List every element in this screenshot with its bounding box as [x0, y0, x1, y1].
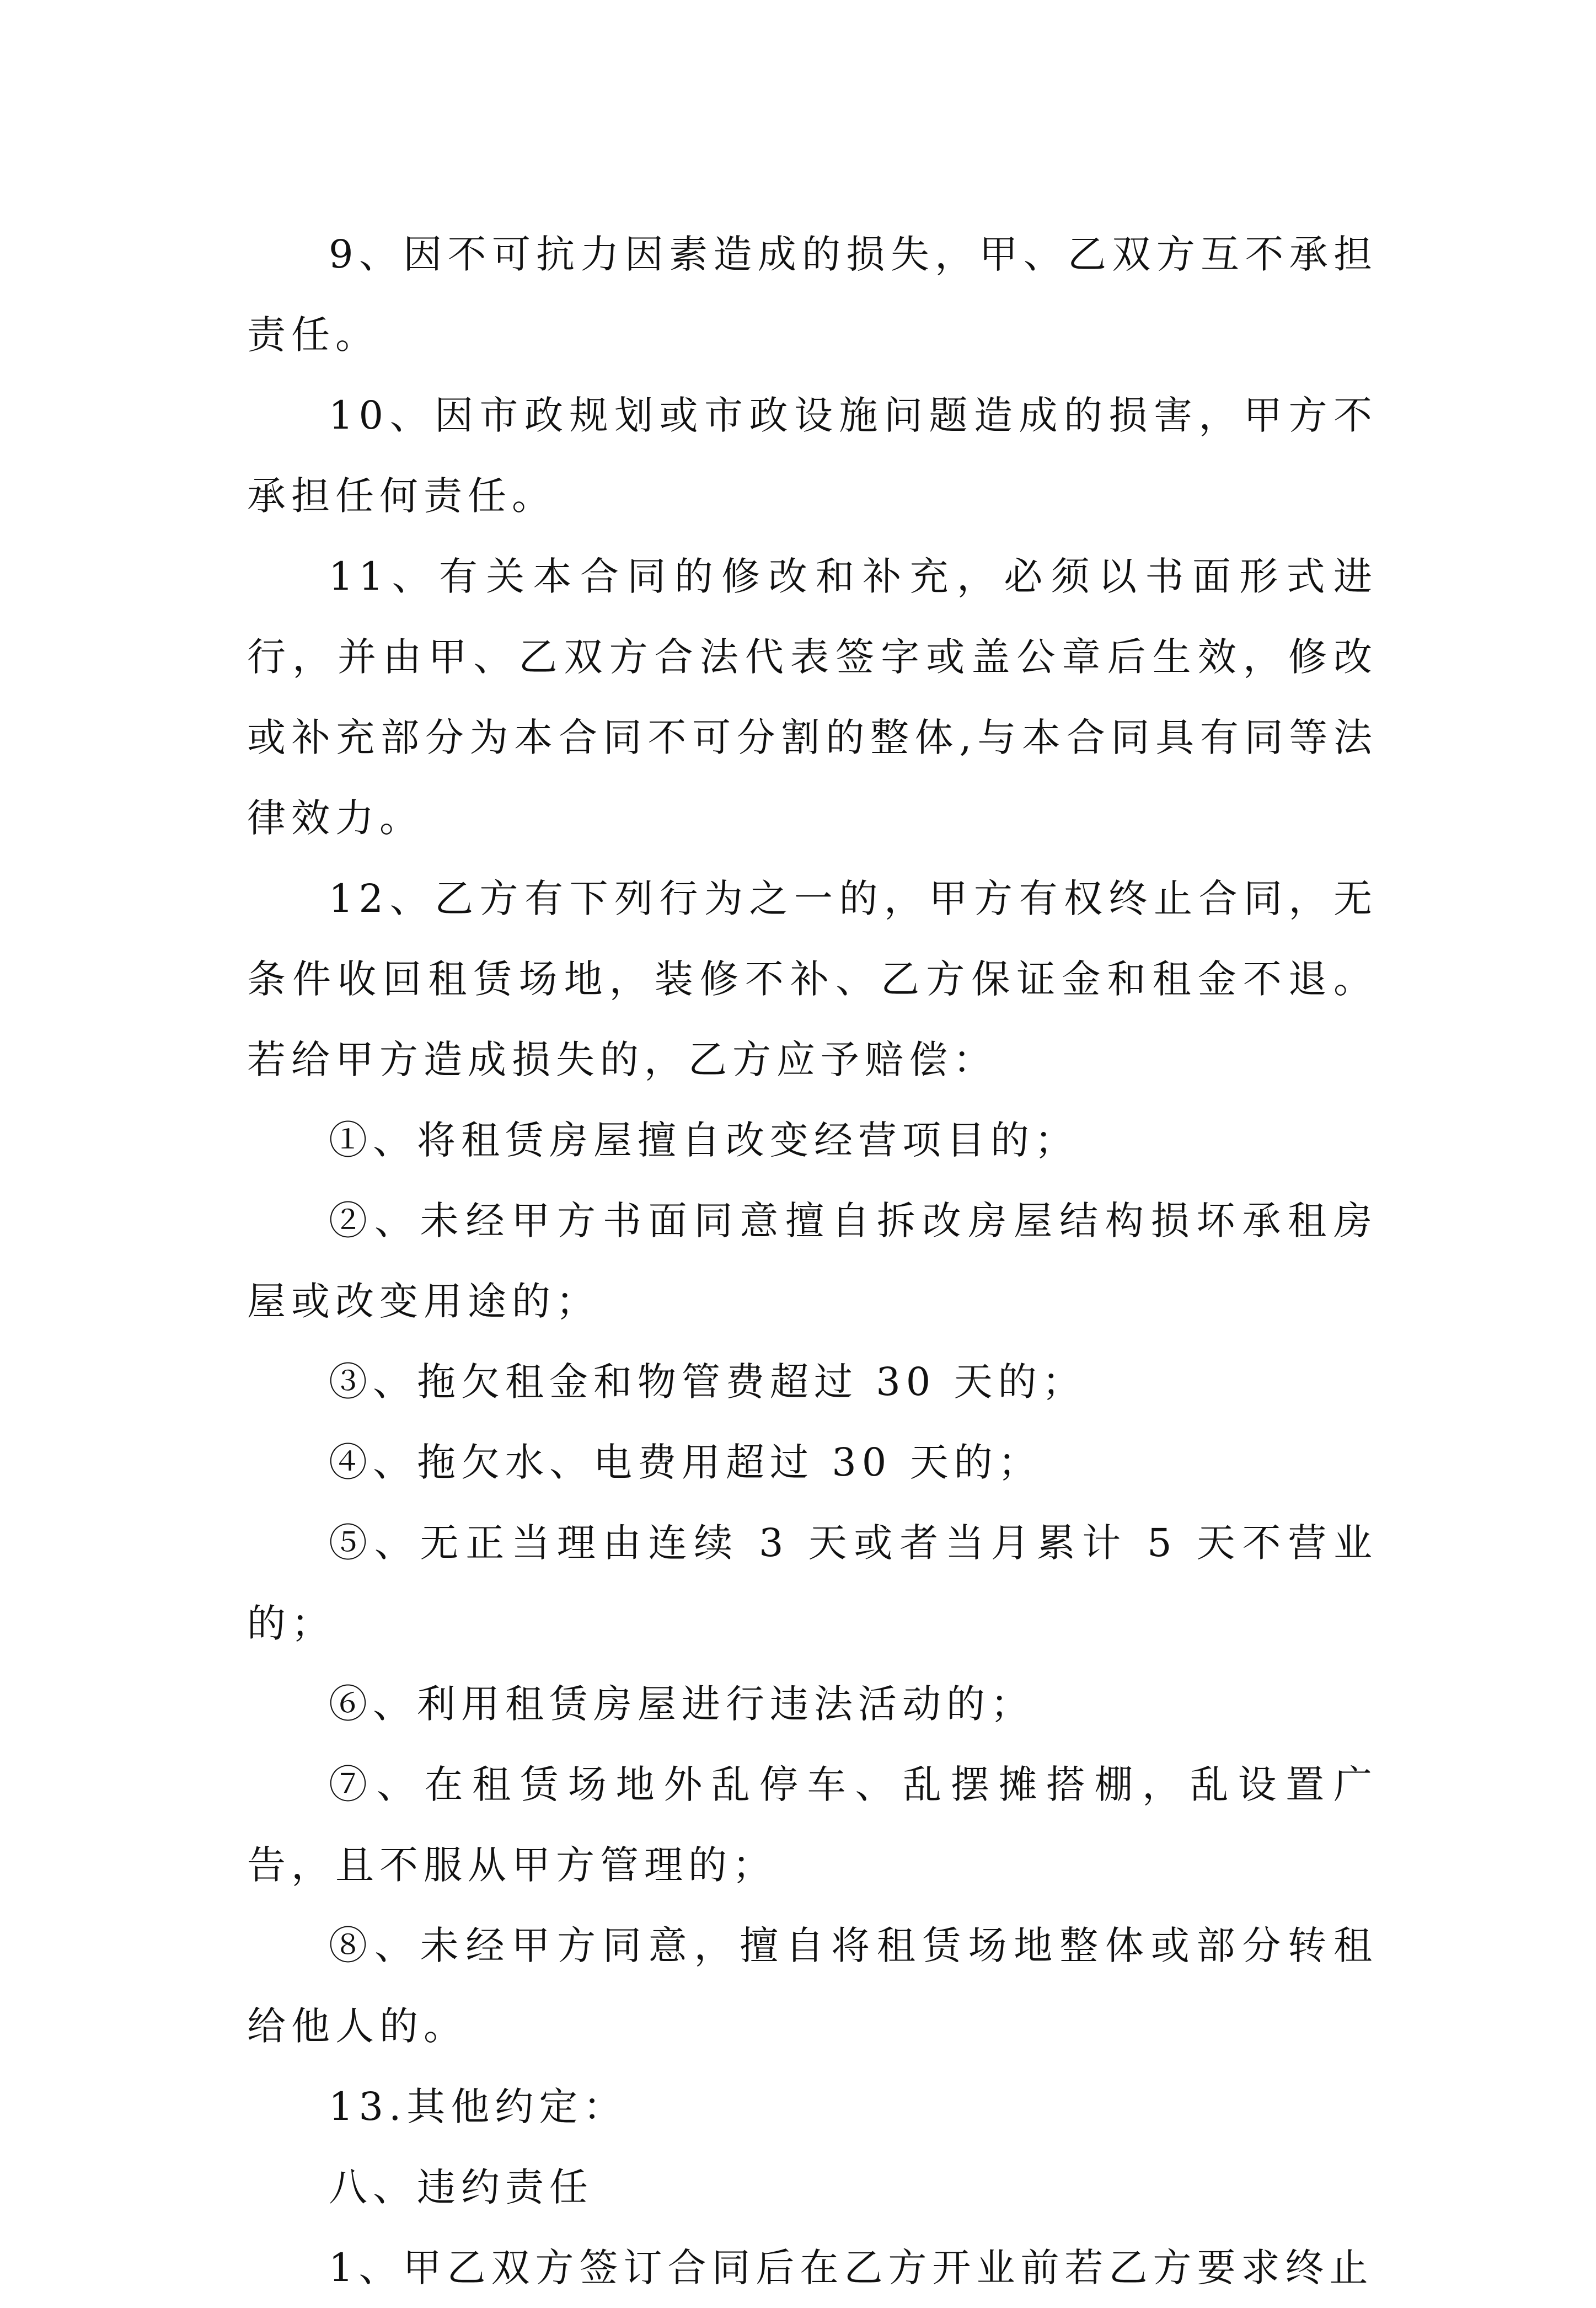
- document-body: [247, 214, 1378, 2308]
- paragraph-item-1: ①、将租赁房屋擅自改变经营项目的；: [329, 1118, 1079, 1163]
- paragraph-clause-13: 13.其他约定：: [329, 2084, 628, 2129]
- paragraph-item-4: ④、拖欠水、电费用超过 30 天的；: [329, 1440, 1042, 1485]
- paragraph-item-7: ⑦、在租赁场地外乱停车、乱摆摊搭棚，乱设置广告，且不服从甲方管理的；: [247, 1762, 1378, 1888]
- paragraph-item-3: ③、拖欠租金和物管费超过 30 天的；: [329, 1359, 1086, 1404]
- paragraph-clause-12: 12、乙方有下列行为之一的，甲方有权终止合同，无条件收回租赁场地，装修不补、乙方保证金和租金不退。若给甲方造成损失的，乙方应予赔偿：: [247, 876, 1378, 1082]
- paragraph-item-2: ②、未经甲方书面同意擅自拆改房屋结构损坏承租房屋或改变用途的；: [247, 1198, 1378, 1324]
- paragraph-clause-10: 10、因市政规划或市政设施问题造成的损害，甲方不承担任何责任。: [247, 393, 1378, 519]
- paragraph-breach-1: 1、甲乙双方签订合同后在乙方开业前若乙方要求终止: [329, 2245, 1374, 2290]
- paragraph-clause-9: 9、因不可抗力因素造成的损失，甲、乙双方互不承担责任。: [247, 232, 1378, 357]
- paragraph-item-5: ⑤、无正当理由连续 3 天或者当月累计 5 天不营业的；: [247, 1520, 1378, 1646]
- paragraph-item-8: ⑧、未经甲方同意，擅自将租赁场地整体或部分转租给他人的。: [247, 1923, 1378, 2049]
- paragraph-item-6: ⑥、利用租赁房屋进行违法活动的；: [329, 1681, 1035, 1727]
- section-heading-breach-liability: 八、违约责任: [329, 2165, 593, 2210]
- paragraph-clause-11: 11、有关本合同的修改和补充，必须以书面形式进行，并由甲、乙双方合法代表签字或盖公章后生效，修改或补充部分为本合同不可分割的整体,与本合同具有同等法律效力。: [247, 554, 1378, 841]
